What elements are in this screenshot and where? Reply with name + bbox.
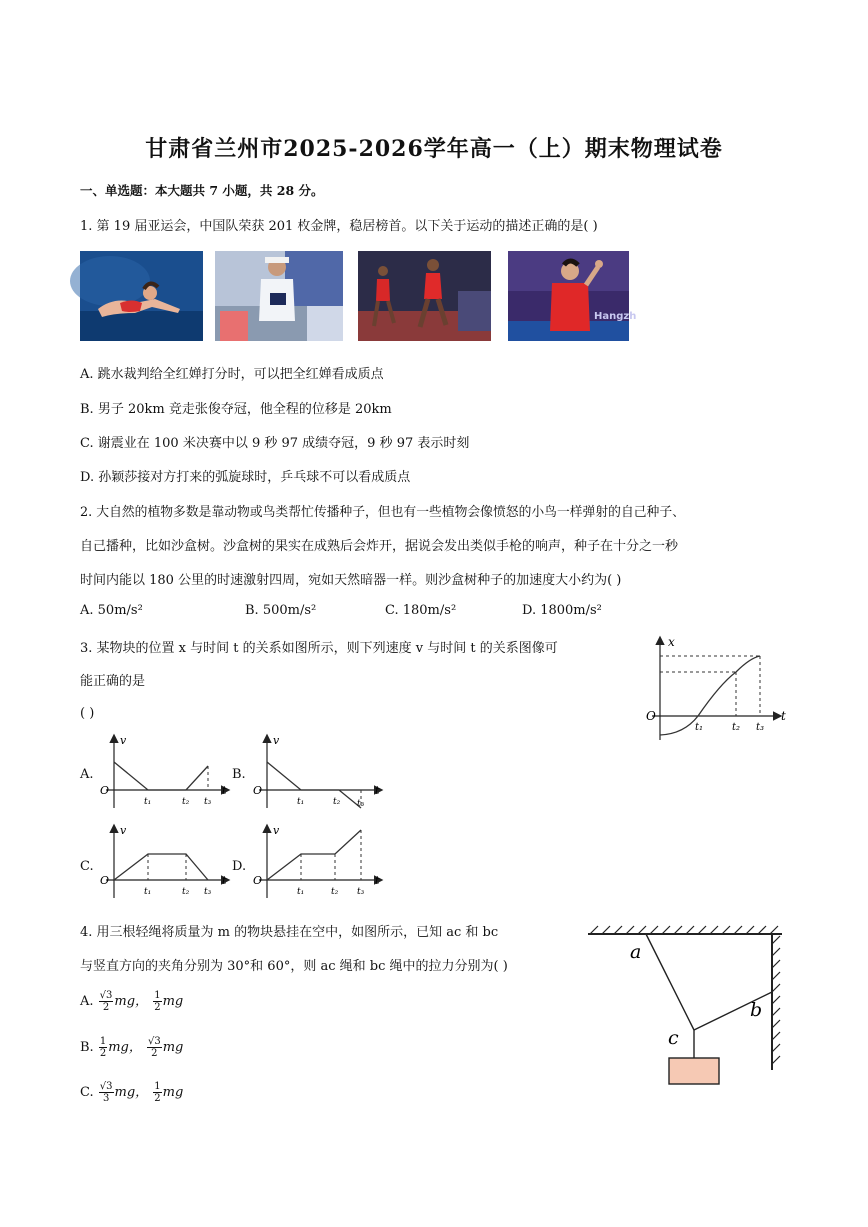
- q1-option-b: B. 男子 20km 竞走张俊夺冠，他全程的位移是 20km: [80, 402, 392, 417]
- q2-option-a: A. 50m/s²: [80, 603, 143, 618]
- svg-text:O: O: [253, 784, 263, 797]
- svg-text:t₃: t₃: [357, 887, 365, 897]
- q4-option-c: C. $\frac{√3}{3}$ mg， $\frac{1}{2}$ mg: [80, 1081, 184, 1104]
- x-t-graph: [640, 632, 790, 744]
- tick-t3: t₃: [756, 722, 765, 733]
- label-b: b: [750, 999, 763, 1021]
- q4-option-b: B. $\frac{1}{2}$ mg， $\frac{√3}{2}$ mg: [80, 1036, 184, 1059]
- svg-text:v: v: [120, 824, 127, 837]
- v-t-graph-c: [98, 822, 233, 902]
- q2-option-c: C. 180m/s²: [385, 603, 457, 618]
- svg-text:t₃: t₃: [204, 887, 212, 897]
- rope-diagram: [582, 918, 792, 1093]
- q4-line1: 4. 用三根轻绳将质量为 m 的物块悬挂在空中，如图所示，已知 ac 和 bc: [80, 925, 499, 940]
- q3-line1: 3. 某物块的位置 x 与时间 t 的关系如图所示，则下列速度 v 与时间 t 的关系图像可: [80, 641, 558, 656]
- svg-text:O: O: [100, 874, 110, 887]
- photo-diver: [80, 251, 203, 341]
- v-t-graph-d: [251, 822, 386, 902]
- origin-label: O: [646, 709, 656, 723]
- tick-t1: t₁: [695, 722, 704, 733]
- q2-line2: 自己播种，比如沙盒树。沙盒树的果实在成熟后会炸开，据说会发出类似手枪的响声，种子在十分之一秒: [80, 539, 679, 554]
- q1-option-a: A. 跳水裁判给全红婵打分时，可以把全红婵看成质点: [80, 367, 384, 382]
- svg-text:v: v: [273, 824, 280, 837]
- photo-sprinters: [358, 251, 491, 341]
- q1-option-d: D. 孙颖莎接对方打来的弧旋球时，乒乓球不可以看成质点: [80, 470, 411, 485]
- q2-line3: 时间内能以 180 公里的时速激射四周，宛如天然暗器一样。则沙盒树种子的加速度大小约为( ): [80, 573, 622, 588]
- page-title: 甘肃省兰州市2025-2026学年高一（上）期末物理试卷: [145, 136, 723, 162]
- svg-text:t: t: [375, 784, 380, 797]
- label-c: c: [668, 1027, 679, 1049]
- q3-line2: 能正确的是: [80, 674, 146, 689]
- q4-option-a: A. $\frac{√3}{2}$ mg， $\frac{1}{2}$ mg: [80, 990, 184, 1013]
- svg-text:t₁: t₁: [297, 887, 305, 897]
- section-heading: 一、单选题：本大题共 7 小题，共 28 分。: [80, 183, 324, 198]
- label-a: a: [630, 941, 642, 963]
- q1-option-c: C. 谢震业在 100 米决赛中以 9 秒 97 成绩夺冠，9 秒 97 表示时刻: [80, 436, 470, 451]
- q2-option-d: D. 1800m/s²: [522, 603, 602, 618]
- svg-text:t: t: [375, 874, 380, 887]
- svg-text:t₂: t₂: [182, 887, 190, 897]
- axis-x-label: x: [668, 635, 675, 649]
- photo-racewalker: [215, 251, 343, 341]
- q1-stem: 1. 第 19 届亚运会，中国队荣获 201 枚金牌，稳居榜首。以下关于运动的描述正确的是( ): [80, 219, 598, 234]
- svg-text:t: t: [222, 874, 227, 887]
- axis-t-label: t: [781, 709, 786, 723]
- svg-text:t₃: t₃: [204, 797, 212, 807]
- svg-text:t₁: t₁: [144, 797, 152, 807]
- hanging-block: [669, 1058, 719, 1084]
- svg-text:t₁: t₁: [144, 887, 152, 897]
- q2-line1: 2. 大自然的植物多数是靠动物或鸟类帮忙传播种子，但也有一些植物会像愤怒的小鸟一样弹射的自己种子、: [80, 505, 685, 520]
- svg-text:O: O: [100, 784, 110, 797]
- photo-table-tennis: [508, 251, 637, 341]
- q3-option-a-label: A.: [80, 767, 94, 782]
- tick-t2: t₂: [732, 722, 741, 733]
- photo-banner-text: Hangzh: [594, 311, 637, 322]
- svg-text:t₂: t₂: [182, 797, 190, 807]
- svg-text:t₃: t₃: [357, 799, 365, 809]
- q4-line2: 与竖直方向的夹角分别为 30°和 60°，则 ac 绳和 bc 绳中的拉力分别为( ): [80, 959, 508, 974]
- q3-option-d-label: D.: [232, 859, 247, 874]
- svg-text:t₂: t₂: [331, 887, 339, 897]
- q2-option-b: B. 500m/s²: [245, 603, 317, 618]
- q3-paren: ( ): [80, 706, 95, 721]
- v-t-graph-a: [98, 732, 233, 812]
- svg-text:v: v: [273, 734, 280, 747]
- svg-text:t₁: t₁: [297, 797, 305, 807]
- q3-option-c-label: C.: [80, 859, 94, 874]
- v-t-graph-b: [251, 732, 386, 812]
- svg-text:O: O: [253, 874, 263, 887]
- q3-option-b-label: B.: [232, 767, 246, 782]
- svg-text:t₂: t₂: [333, 797, 341, 807]
- svg-text:v: v: [120, 734, 127, 747]
- svg-text:t: t: [222, 784, 227, 797]
